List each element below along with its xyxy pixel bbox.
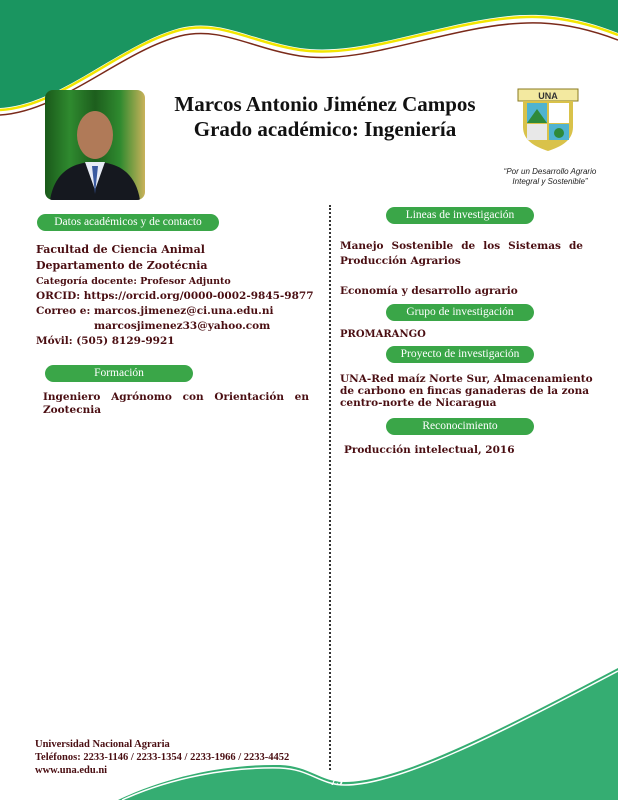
research-project: UNA-Red maíz Norte Sur, Almacenamiento de carbono en fincas ganaderas de la zona centro-norte de Nicaragua [340, 373, 593, 409]
research-group: PROMARANGO [340, 329, 426, 340]
formation: Ingeniero Agrónomo con Orientación en Zootecnia [43, 391, 309, 416]
footer-contact [35, 738, 289, 777]
faculty: Facultad de Ciencia Animal [36, 243, 205, 256]
university-motto: “Por un Desarrollo Agrario Integral y Sostenible” [503, 167, 597, 186]
university-phones: Teléfonos: 2233-1146 / 2233-1354 / 2233-1966 / 2233-4452 [35, 752, 290, 763]
logo-text: UNA [538, 91, 558, 101]
recognition: Producción intelectual, 2016 [344, 444, 515, 456]
formation-section-heading: Formación [45, 365, 193, 382]
orcid-link[interactable]: ORCID: https://orcid.org/0000-0002-9845-9877 [36, 290, 314, 302]
university-name: Universidad Nacional Agraria [35, 739, 170, 750]
page-number: 79 [330, 773, 343, 788]
research-line-1: Manejo Sostenible de los Sistemas de Producción Agrarios [340, 240, 583, 267]
research-project-heading: Proyecto de investigación [386, 346, 534, 363]
university-logo [515, 87, 581, 153]
mobile-phone: Móvil: (505) 8129-9921 [36, 335, 175, 347]
department: Departamento de Zootécnia [36, 259, 208, 272]
column-divider [329, 205, 331, 770]
email-secondary[interactable]: marcosjimenez33@yahoo.com [94, 320, 271, 332]
university-website[interactable]: www.una.edu.ni [35, 765, 108, 776]
profile-photo [45, 90, 145, 200]
research-group-heading: Grupo de investigación [386, 304, 534, 321]
bottom-wave [118, 668, 618, 800]
teaching-category: Categoría docente: Profesor Adjunto [36, 276, 231, 287]
research-line-2: Economía y desarrollo agrario [340, 285, 518, 297]
recognition-heading: Reconocimiento [386, 418, 534, 435]
academic-degree: Grado académico: Ingeniería [193, 117, 457, 141]
contact-section-heading: Datos académicos y de contacto [37, 214, 219, 231]
research-lines-heading: Lineas de investigación [386, 207, 534, 224]
person-name: Marcos Antonio Jiménez Campos [174, 92, 476, 116]
email-primary[interactable]: Correo e: marcos.jimenez@ci.una.edu.ni [36, 305, 274, 317]
